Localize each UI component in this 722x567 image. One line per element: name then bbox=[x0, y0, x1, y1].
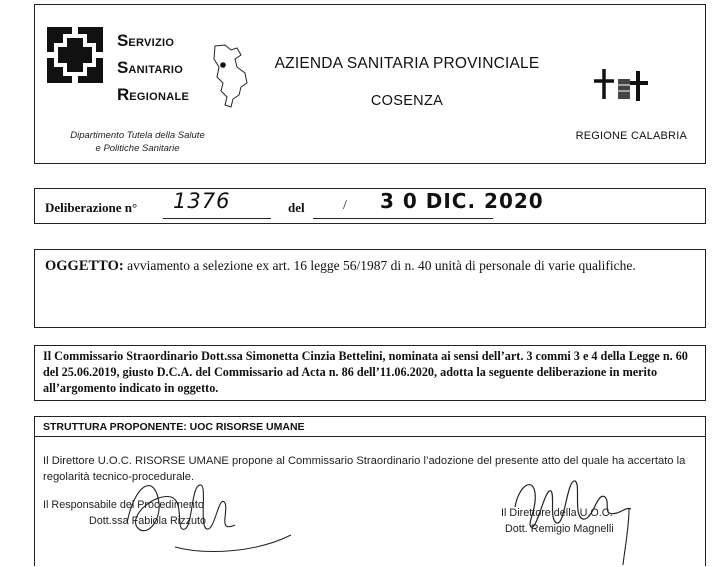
region-crosses-icon bbox=[591, 65, 661, 113]
right-signatory-role: Il Direttore della U.O.C. bbox=[501, 507, 613, 519]
commissioner-text: Il Commissario Straordinario Dott.ssa Simonetta Cinzia Bettelini, nominata ai sensi dell’art. 3 commi 3 e 4 della Legge n. 60 del 25.06.2019, giusto D.C.A. del Commissario ad Acta n. 86 dell’11.06.2020, adotta la seguente deliberazione in merito all’argomento indicato in oggetto. bbox=[43, 349, 688, 395]
subject-paragraph bbox=[45, 258, 695, 274]
structure-title: STRUTTURA PROPONENTE: UOC RISORSE UMANE bbox=[43, 421, 305, 433]
subject-box bbox=[34, 249, 706, 328]
date-underline bbox=[313, 218, 493, 219]
calabria-map-icon bbox=[211, 43, 251, 111]
agency-title: AZIENDA SANITARIA PROVINCIALE bbox=[274, 55, 540, 72]
date-label: del bbox=[288, 200, 305, 215]
health-cross-logo-icon bbox=[47, 27, 103, 83]
logo-text-regionale: REGIONALE bbox=[117, 85, 190, 104]
left-signatory-name: Dott.ssa Fabiola Rizzuto bbox=[89, 515, 207, 527]
date-separator: / bbox=[343, 198, 347, 213]
department-line-2: e Politiche Sanitarie bbox=[95, 143, 180, 154]
agency-city: COSENZA bbox=[370, 93, 444, 109]
letterhead bbox=[34, 4, 706, 164]
deliberation-label: Deliberazione n° bbox=[45, 200, 138, 215]
deliberation-row bbox=[34, 188, 706, 224]
deliberation-date: 3 0 DIC. 2020 bbox=[380, 189, 544, 213]
structure-divider bbox=[35, 436, 705, 437]
left-signatory-role: Il Responsabile del Procedimento bbox=[43, 499, 204, 511]
right-handwritten-signature bbox=[505, 457, 645, 567]
subject-label: OGGETTO: bbox=[45, 258, 124, 274]
department-line-1: Dipartimento Tutela della Salute bbox=[70, 130, 205, 141]
number-underline bbox=[163, 218, 271, 219]
right-signatory-name: Dott. Remigio Magnelli bbox=[505, 523, 614, 535]
proposing-structure-box bbox=[34, 416, 706, 566]
logo-text-servizio: SERVIZIO bbox=[117, 31, 175, 50]
region-label: REGIONE CALABRIA bbox=[575, 130, 687, 142]
subject-text: avviamento a selezione ex art. 16 legge 56/1987 di n. 40 unità di personale di varie qualifiche. bbox=[127, 258, 636, 273]
commissioner-box bbox=[34, 345, 706, 401]
structure-text: Il Direttore U.O.C. RISORSE UMANE propone al Commissario Straordinario l’adozione del presente atto del quale ha accertato la regolarità tecnico-procedurale. bbox=[43, 455, 686, 483]
deliberation-number: 1376 bbox=[173, 189, 231, 213]
left-handwritten-signature bbox=[115, 463, 295, 555]
logo-text-sanitario: SANITARIO bbox=[117, 58, 184, 77]
